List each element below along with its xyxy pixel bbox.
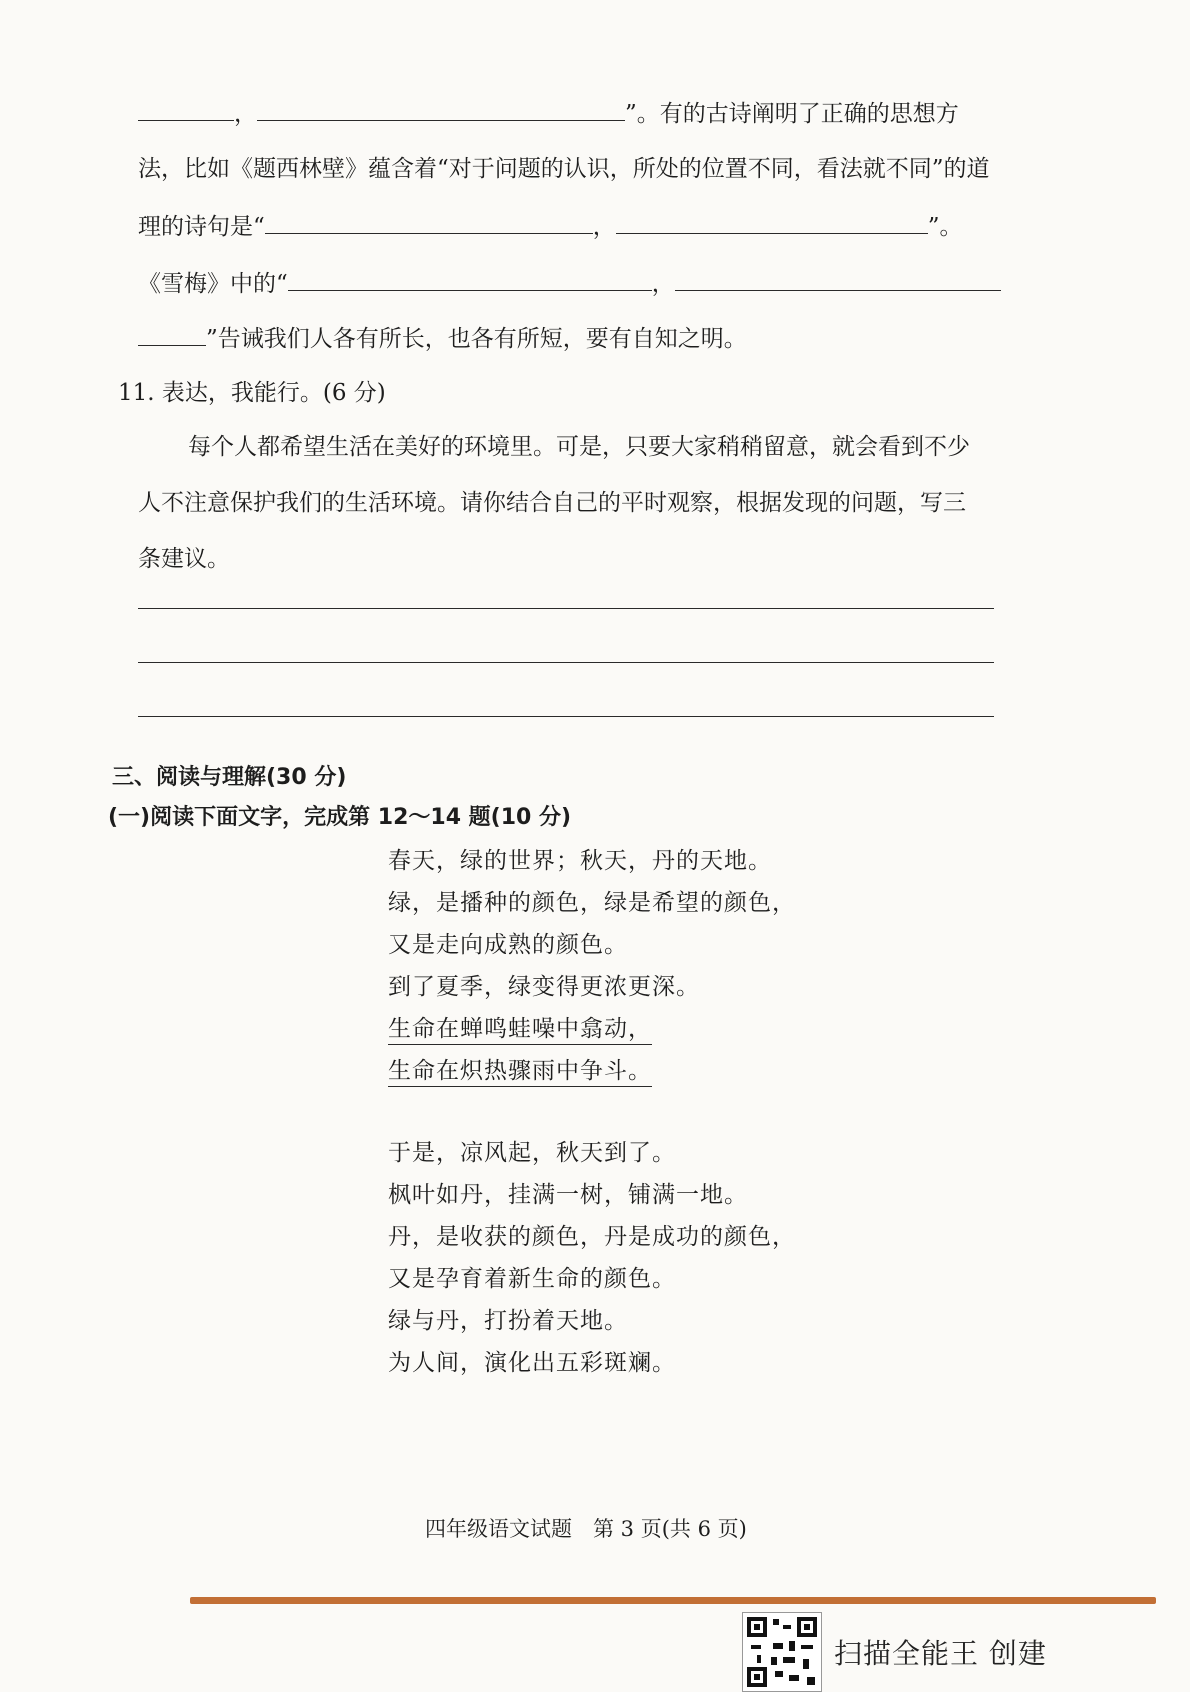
poem-line-underlined (388, 1052, 652, 1085)
question-11-title: 11. 表达，我能行。(6 分) (118, 380, 386, 406)
text-segment: ”。有的古诗阐明了正确的思想方 (625, 101, 959, 127)
question-11-paragraph-line: 人不注意保护我们的生活环境。请你结合自己的平时观察，根据发现的问题，写三 (138, 490, 966, 516)
text-segment: 《雪梅》中的“ (138, 271, 288, 297)
watermark-text: 扫描全能王 创建 (834, 1637, 1047, 1670)
text-segment: ”告诫我们人各有所长，也各有所短，要有自知之明。 (206, 326, 747, 352)
poem-line: 丹，是收获的颜色，丹是成功的颜色， (388, 1224, 796, 1250)
answer-line[interactable] (138, 716, 994, 717)
text-segment: ”。 (927, 214, 963, 240)
poem-line: 又是走向成熟的颜色。 (388, 932, 628, 958)
text-segment: 理的诗句是“ (138, 214, 265, 240)
poem-line: 绿，是播种的颜色，绿是希望的颜色， (388, 890, 796, 916)
answer-blank[interactable] (257, 96, 625, 121)
comma: ， (234, 101, 257, 127)
answer-blank[interactable] (138, 96, 234, 121)
answer-blank[interactable] (138, 321, 206, 346)
poem-line: 于是，凉风起，秋天到了。 (388, 1140, 676, 1166)
answer-blank[interactable] (288, 266, 652, 291)
answer-line[interactable] (138, 608, 994, 609)
answer-blank[interactable] (675, 266, 1001, 291)
poem-line-underlined (388, 1010, 652, 1043)
poem-line: 枫叶如丹，挂满一树，铺满一地。 (388, 1182, 748, 1208)
comma: ， (651, 271, 675, 297)
qr-code-icon (742, 1612, 822, 1692)
text-line-2: 法，比如《题西林壁》蕴含着“对于问题的认识，所处的位置不同，看法就不同”的道 (138, 156, 990, 182)
comma: ， (592, 214, 616, 240)
scanner-watermark (742, 1612, 1047, 1692)
poem-line: 绿与丹，打扮着天地。 (388, 1308, 628, 1334)
page-footer: 四年级语文试题 第 3 页(共 6 页) (425, 1517, 747, 1541)
answer-blank[interactable] (616, 209, 928, 234)
answer-blank[interactable] (265, 209, 593, 234)
page-bottom-bar (190, 1597, 1156, 1604)
reading-part-1-title: (一)阅读下面文字，完成第 12～14 题(10 分) (108, 805, 572, 830)
question-11-paragraph-line: 每个人都希望生活在美好的环境里。可是，只要大家稍稍留意，就会看到不少 (188, 434, 970, 460)
fill-line-1 (138, 95, 959, 128)
poem-line: 为人间，演化出五彩斑斓。 (388, 1350, 676, 1376)
fill-line-5 (138, 320, 747, 353)
poem-line: 到了夏季，绿变得更浓更深。 (388, 974, 700, 1000)
section-3-title: 三、阅读与理解(30 分) (112, 765, 347, 790)
fill-line-4 (138, 265, 1001, 298)
underlined-text: 生命在炽热骤雨中争斗。 (388, 1058, 652, 1087)
answer-line[interactable] (138, 662, 994, 663)
question-11-paragraph-line: 条建议。 (138, 546, 230, 572)
poem-line: 又是孕育着新生命的颜色。 (388, 1266, 676, 1292)
poem-line: 春天，绿的世界；秋天，丹的天地。 (388, 848, 772, 874)
fill-line-3 (138, 208, 963, 241)
underlined-text: 生命在蝉鸣蛙噪中翕动， (388, 1016, 652, 1045)
